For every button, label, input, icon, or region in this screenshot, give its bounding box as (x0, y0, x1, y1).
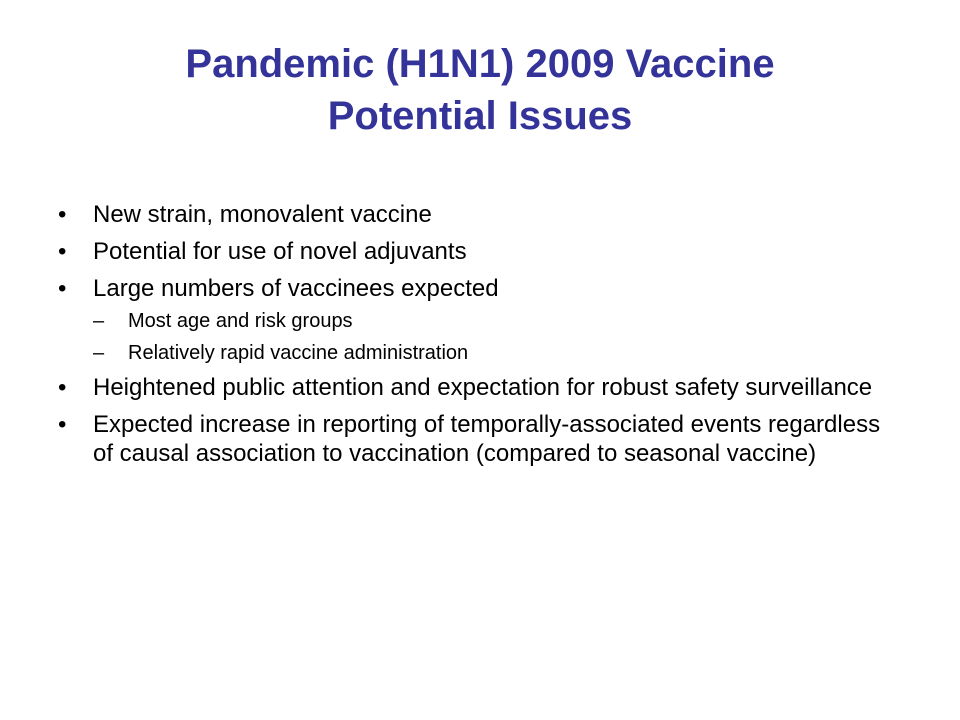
slide-title-line-1: Pandemic (H1N1) 2009 Vaccine (185, 42, 775, 86)
sub-bullet-text: Relatively rapid vaccine administration (128, 342, 469, 364)
bullet-text: Expected increase in reporting of temporally-associated events regardless of causal association to vaccination (compared to seasonal vaccine) (93, 411, 881, 467)
sub-bullet-item (93, 341, 888, 365)
bullet-marker: • (58, 238, 67, 265)
sub-bullet-item (93, 309, 888, 333)
bullet-list (58, 200, 888, 476)
bullet-text: New strain, monovalent vaccine (93, 201, 432, 228)
bullet-item (58, 373, 888, 402)
bullet-item (58, 410, 888, 468)
bullet-marker: • (58, 411, 67, 438)
bullet-marker: • (58, 275, 67, 302)
bullet-text: Potential for use of novel adjuvants (93, 238, 467, 265)
slide-title-line-2: Potential Issues (327, 94, 633, 138)
bullet-item (58, 274, 888, 365)
bullet-item (58, 237, 888, 266)
sub-bullet-text: Most age and risk groups (128, 310, 353, 332)
bullet-text: Heightened public attention and expectation for robust safety surveillance (93, 374, 873, 401)
slide-title (80, 38, 880, 142)
bullet-item (58, 200, 888, 229)
bullet-marker: • (58, 201, 67, 228)
bullet-marker: • (58, 374, 67, 401)
sub-bullet-marker: – (93, 342, 105, 364)
sub-bullet-list (93, 309, 888, 365)
sub-bullet-marker: – (93, 310, 105, 332)
bullet-text: Large numbers of vaccinees expected (93, 275, 499, 302)
